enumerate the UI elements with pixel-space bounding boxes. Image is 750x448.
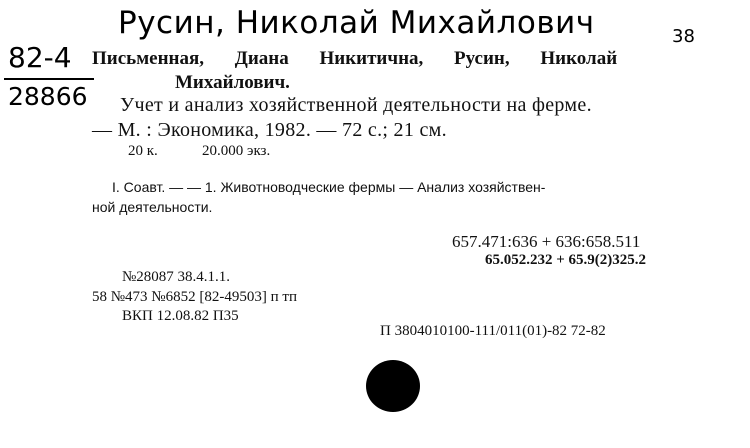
print-run: 20.000 экз.	[202, 143, 271, 159]
tracing-line-2: ной деятельности.	[92, 199, 213, 215]
heading-authors: Письменная, Диана Никитична, Русин, Николай	[92, 48, 618, 69]
record-line-58: 58 №473 №6852 [82-49503] п тп	[92, 289, 297, 305]
tracing-line-1: I. Соавт. — — 1. Животноводческие фермы — Анализ хозяйствен-	[112, 179, 546, 195]
title-statement: Учет и анализ хозяйственной деятельности на ферме.	[120, 94, 592, 116]
imprint-statement: — М. : Экономика, 1982. — 72 с.; 21 см.	[92, 119, 447, 141]
punch-hole	[366, 360, 420, 412]
vkp-stamp: ВКП 12.08.82 П35	[122, 308, 239, 324]
handwritten-corner-mark: 38	[672, 26, 695, 47]
udc-index: 657.471:636 + 636:658.511	[452, 232, 641, 251]
handwritten-shelf-mark: 82-4	[8, 41, 72, 74]
handwritten-inventory-number: 28866	[8, 82, 88, 111]
handwritten-author-name: Русин, Николай Михайлович	[118, 5, 595, 41]
shelf-mark-rule	[4, 78, 94, 80]
bbk-index: 65.052.232 + 65.9(2)325.2	[485, 252, 647, 268]
price: 20 к.	[128, 143, 158, 159]
publisher-code-line: П 3804010100-111/011(01)-82 72-82	[380, 323, 606, 339]
heading-authors-continued: Михайлович.	[175, 72, 290, 93]
record-number: №28087 38.4.1.1.	[122, 269, 231, 285]
